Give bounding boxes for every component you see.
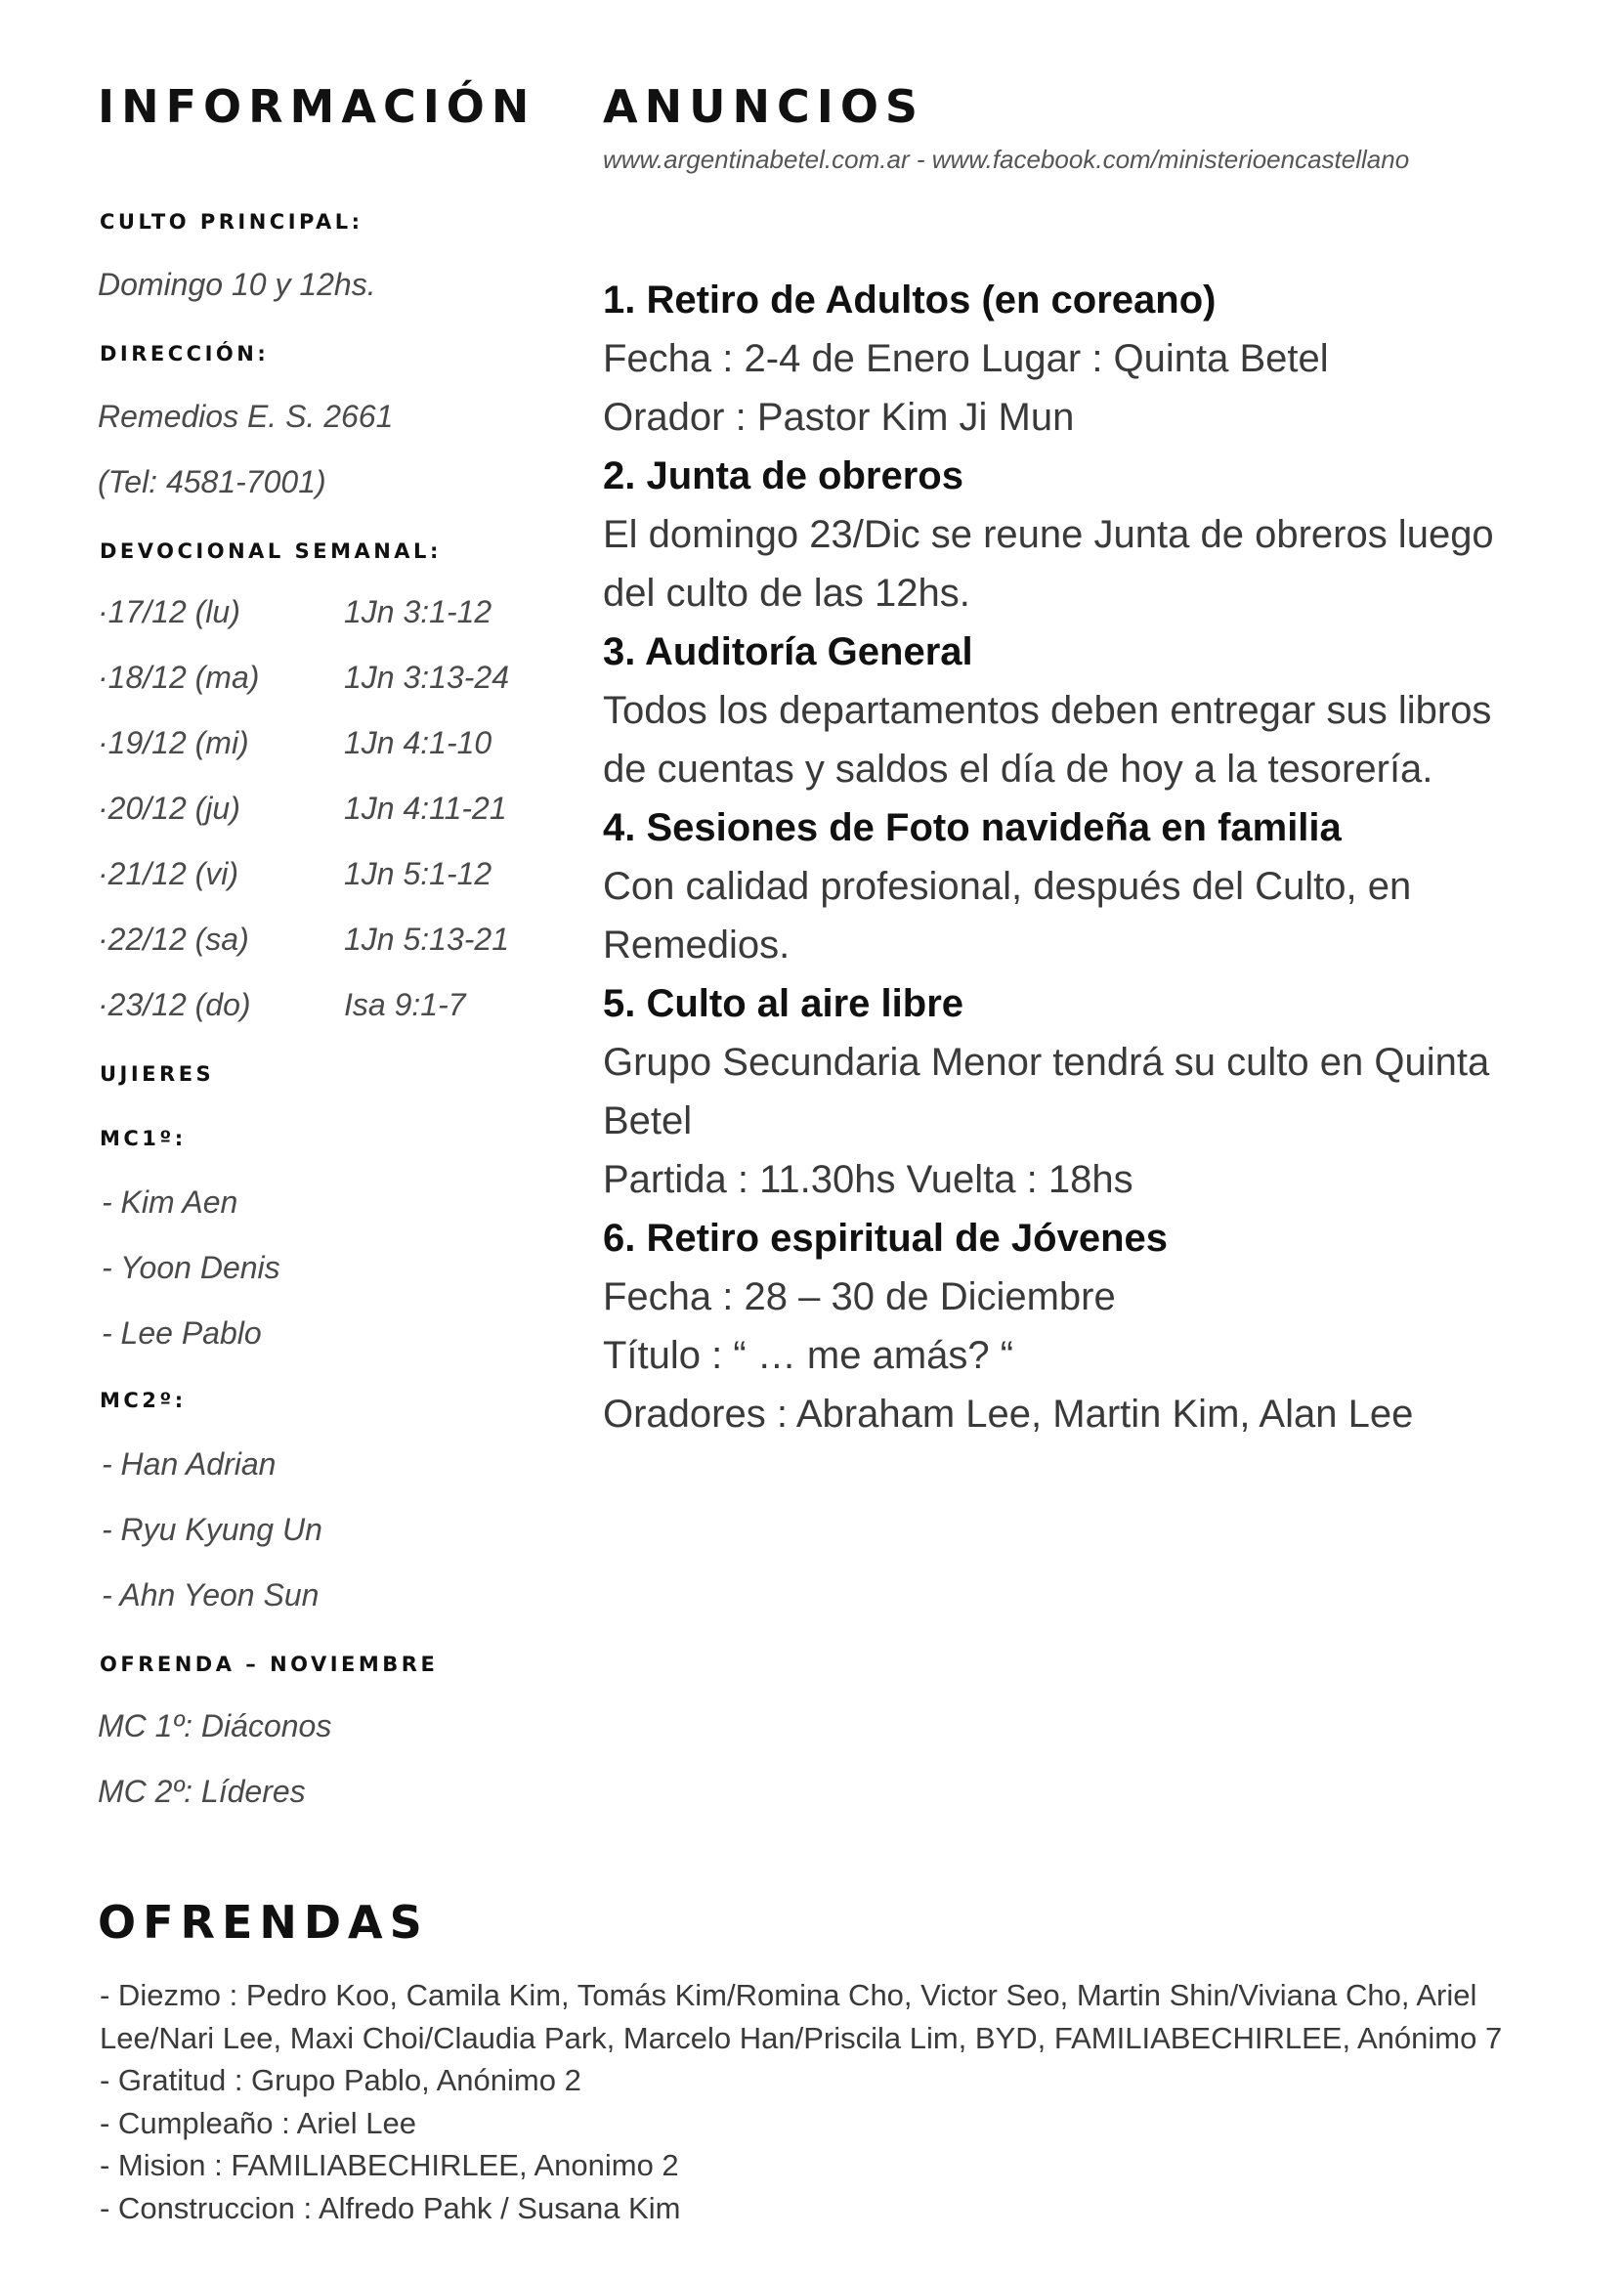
devocional-ref: 1Jn 5:1-12: [344, 856, 492, 891]
website-url[interactable]: www.argentinabetel.com.ar - www.facebook.com/ministerioencastellano: [603, 145, 1410, 174]
announcement-line: Remedios.: [603, 924, 791, 967]
devocional-day: ·23/12 (do): [98, 987, 251, 1022]
announcement-title: 5. Culto al aire libre: [603, 982, 964, 1025]
ujieres-label: UJIERES: [100, 1062, 215, 1086]
announcement-line: Betel: [603, 1099, 693, 1142]
devocional-ref: 1Jn 5:13-21: [344, 922, 510, 957]
devocional-ref: 1Jn 4:11-21: [344, 791, 507, 826]
announcement: [603, 974, 1600, 1209]
announcement-title: 3. Auditoría General: [603, 630, 973, 673]
announcement-line: de cuentas y saldos el día de hoy a la tesorería.: [603, 748, 1433, 791]
ofrendas-line: Lee/Nari Lee, Maxi Choi/Claudia Park, Marcelo Han/Priscila Lim, BYD, FAMILIABECHIRLEE, Anónimo 7: [100, 2020, 1503, 2055]
announcement-line: del culto de las 12hs.: [603, 572, 970, 615]
announcement-title: 6. Retiro espiritual de Jóvenes: [603, 1217, 1168, 1260]
culto-value: Domingo 10 y 12hs.: [98, 267, 376, 302]
devocional-ref: 1Jn 4:1-10: [344, 725, 492, 760]
culto-label: CULTO PRINCIPAL:: [100, 210, 363, 234]
announcement: [603, 623, 1600, 798]
ofrendas-line: - Gratitud : Grupo Pablo, Anónimo 2: [100, 2063, 581, 2097]
ofrendas-line: - Construccion : Alfredo Pahk / Susana Kim: [100, 2190, 681, 2225]
ofrenda-label: OFRENDA – NOVIEMBRE: [100, 1653, 439, 1676]
announcement-line: Oradores : Abraham Lee, Martin Kim, Alan Lee: [603, 1393, 1414, 1436]
devocional-label: DEVOCIONAL SEMANAL:: [100, 539, 442, 563]
anuncios-title: ANUNCIOS: [603, 80, 925, 133]
devocional-ref: 1Jn 3:1-12: [344, 594, 492, 629]
devocional-ref: 1Jn 3:13-24: [344, 660, 510, 695]
announcement-line: El domingo 23/Dic se reune Junta de obreros luego: [603, 513, 1494, 556]
devocional-day: ·19/12 (mi): [98, 725, 249, 760]
announcement: [603, 1209, 1600, 1443]
mc2-member: - Ahn Yeon Sun: [102, 1577, 320, 1612]
ofrendas-line: - Mision : FAMILIABECHIRLEE, Anonimo 2: [100, 2148, 679, 2182]
devocional-day: ·20/12 (ju): [98, 791, 240, 826]
ofrendas-list: [100, 1974, 1604, 2229]
announcement-line: Con calidad profesional, después del Culto, en: [603, 865, 1412, 908]
devocional-day: ·22/12 (sa): [98, 922, 249, 957]
announcement: [603, 447, 1600, 623]
announcement-line: Partida : 11.30hs Vuelta : 18hs: [603, 1158, 1133, 1201]
ofrenda-item: MC 1º: Diáconos: [98, 1708, 332, 1743]
announcement-line: Fecha : 28 – 30 de Diciembre: [603, 1275, 1116, 1318]
devocional-day: ·21/12 (vi): [98, 856, 239, 891]
announcement: [603, 271, 1600, 447]
mc1-member: - Lee Pablo: [102, 1315, 262, 1351]
announcement-title: 2. Junta de obreros: [603, 454, 963, 497]
info-title: INFORMACIÓN: [98, 80, 536, 133]
direccion-line1: Remedios E. S. 2661: [98, 399, 394, 434]
announcement-title: 1. Retiro de Adultos (en coreano): [603, 279, 1217, 322]
devocional-day: ·17/12 (lu): [98, 594, 240, 629]
announcement-line: Todos los departamentos deben entregar sus libros: [603, 689, 1492, 732]
announcement: [603, 798, 1600, 974]
mc1-member: - Yoon Denis: [102, 1250, 280, 1285]
ofrenda-item: MC 2º: Líderes: [98, 1774, 306, 1809]
announcement-line: Orador : Pastor Kim Ji Mun: [603, 396, 1075, 439]
mc2-member: - Ryu Kyung Un: [102, 1512, 322, 1547]
announcement-list: [603, 271, 1600, 1443]
ofrendas-line: - Diezmo : Pedro Koo, Camila Kim, Tomás Kim/Romina Cho, Victor Seo, Martin Shin/Viviana Cho, Ariel: [100, 1978, 1477, 2012]
devocional-ref: Isa 9:1-7: [344, 987, 466, 1022]
announcement-line: Fecha : 2-4 de Enero Lugar : Quinta Betel: [603, 337, 1329, 380]
announcement-title: 4. Sesiones de Foto navideña en familia: [603, 806, 1342, 849]
direccion-label: DIRECCIÓN:: [100, 342, 270, 366]
direccion-line2: (Tel: 4581-7001): [98, 464, 326, 499]
ofrendas-title: OFRENDAS: [98, 1896, 429, 1949]
ofrendas-line: - Cumpleaño : Ariel Lee: [100, 2105, 416, 2140]
mc2-member: - Han Adrian: [102, 1446, 277, 1482]
announcement-line: Grupo Secundaria Menor tendrá su culto en Quinta: [603, 1041, 1490, 1084]
devocional-day: ·18/12 (ma): [98, 660, 260, 695]
mc1-member: - Kim Aen: [102, 1184, 238, 1220]
mc1-label: MC1º:: [100, 1127, 187, 1150]
mc2-label: MC2º:: [100, 1389, 187, 1412]
announcement-line: Título : “ … me amás? “: [603, 1334, 1014, 1377]
